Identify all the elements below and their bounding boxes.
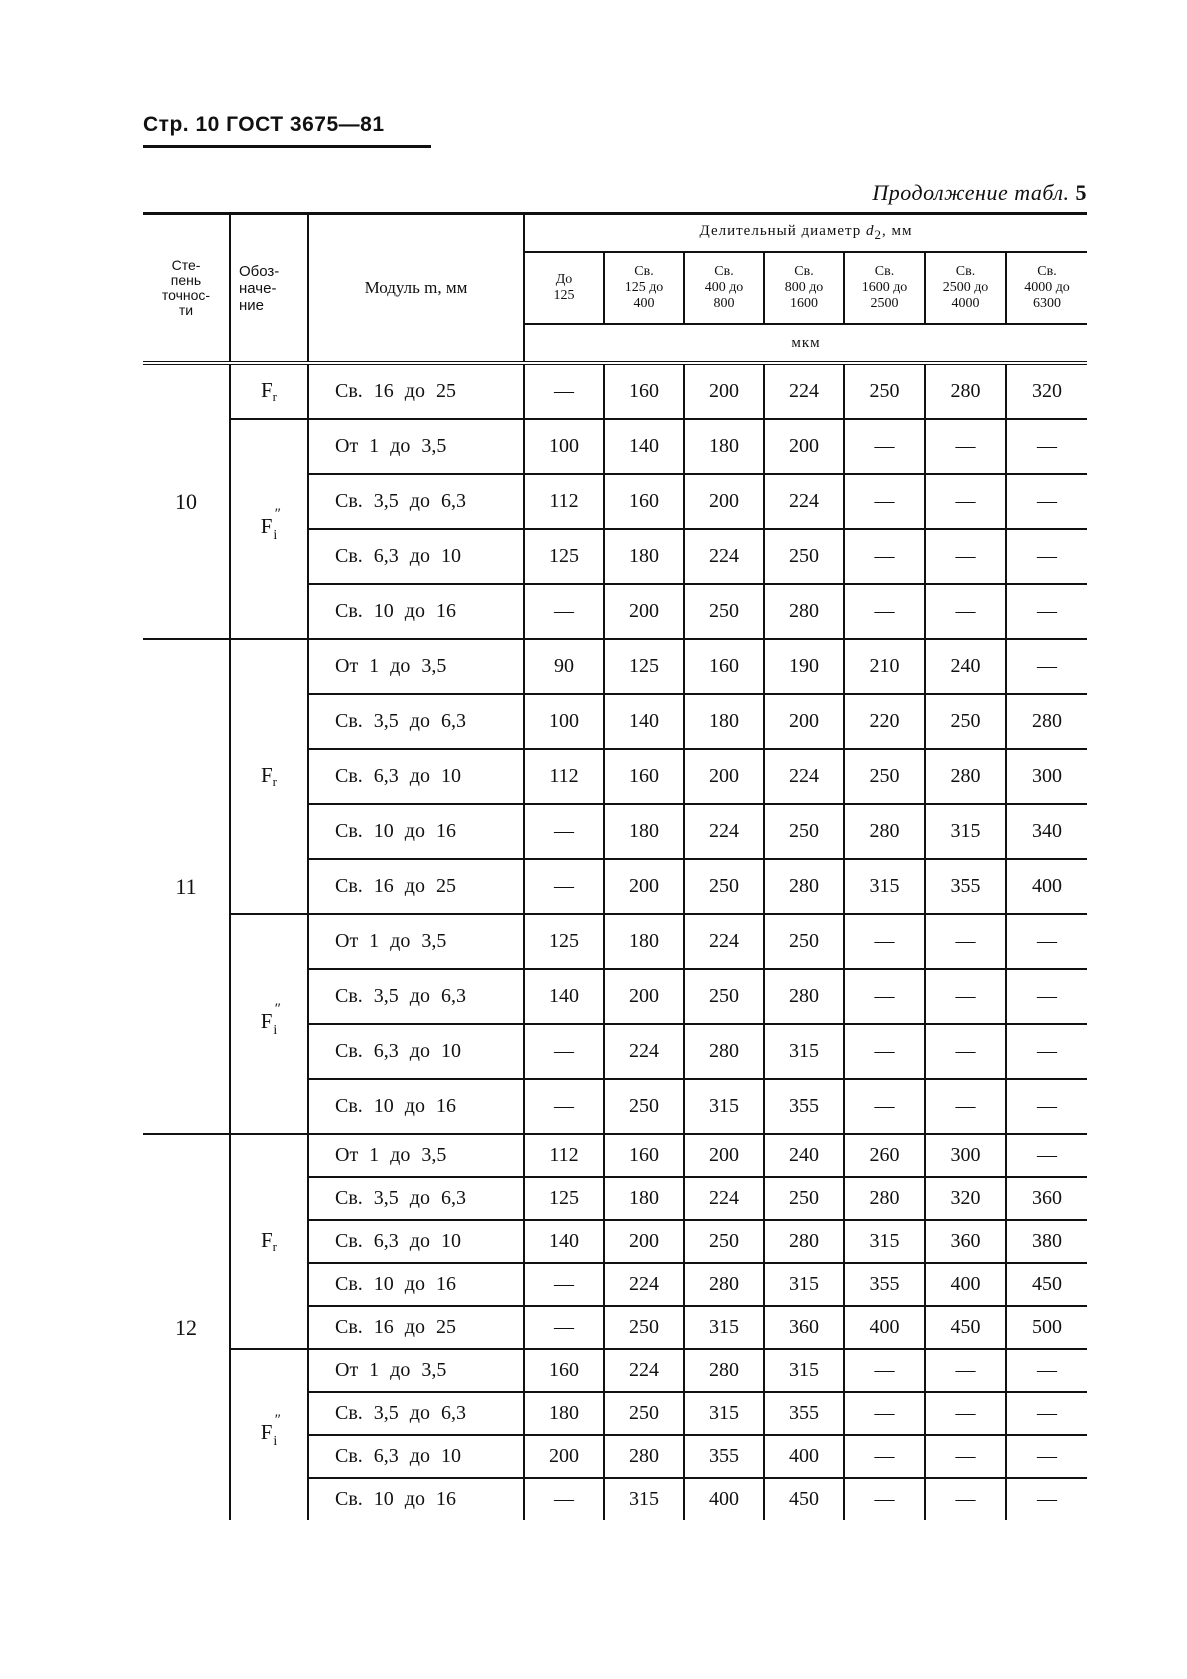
- tolerance-value: 250: [764, 1177, 844, 1220]
- table-body: [143, 363, 1087, 1520]
- tolerance-value: 500: [1006, 1306, 1087, 1349]
- tolerance-value: 250: [684, 1220, 764, 1263]
- tolerance-value: 160: [604, 749, 684, 804]
- caption-text: Продолжение табл.: [872, 180, 1070, 205]
- col-header-step: [143, 214, 230, 364]
- tolerance-value: 280: [925, 749, 1006, 804]
- table-row: [143, 363, 1087, 419]
- tolerance-value: 160: [604, 474, 684, 529]
- tolerance-value: —: [524, 804, 604, 859]
- tolerance-value: 240: [764, 1134, 844, 1177]
- tolerance-value: 224: [684, 1177, 764, 1220]
- standard-code: ГОСТ 3675—81: [226, 113, 385, 136]
- tolerance-value: 125: [604, 639, 684, 694]
- tolerance-value: —: [844, 474, 925, 529]
- tolerance-value: 360: [925, 1220, 1006, 1263]
- tolerance-value: 250: [684, 859, 764, 914]
- tolerance-value: —: [524, 1079, 604, 1134]
- tolerance-value: 250: [604, 1079, 684, 1134]
- diameter-column-header: Св. 2500 до 4000: [925, 252, 1006, 324]
- module-range: От 1 до 3,5: [308, 914, 524, 969]
- tolerance-value: 112: [524, 474, 604, 529]
- tolerance-value: 90: [524, 639, 604, 694]
- module-range: Св. 6,3 до 10: [308, 529, 524, 584]
- tolerance-value: 250: [925, 694, 1006, 749]
- tolerance-value: 360: [764, 1306, 844, 1349]
- tolerance-value: 400: [684, 1478, 764, 1520]
- module-range: Св. 6,3 до 10: [308, 749, 524, 804]
- tolerance-value: 355: [764, 1392, 844, 1435]
- tolerance-value: 300: [1006, 749, 1087, 804]
- tolerance-value: 160: [684, 639, 764, 694]
- tolerance-value: 224: [604, 1024, 684, 1079]
- module-range: От 1 до 3,5: [308, 1134, 524, 1177]
- tolerance-value: 400: [925, 1263, 1006, 1306]
- tolerance-value: 320: [1006, 363, 1087, 419]
- tolerance-value: —: [844, 1349, 925, 1392]
- tolerance-value: 400: [1006, 859, 1087, 914]
- module-range: Св. 3,5 до 6,3: [308, 1392, 524, 1435]
- tolerance-value: 210: [844, 639, 925, 694]
- header-rule: [143, 145, 431, 148]
- diameter-label: Делительный диаметр: [699, 223, 862, 239]
- col-header-diameter: [524, 214, 1087, 253]
- tolerance-value: —: [844, 1435, 925, 1478]
- module-range: Св. 10 до 16: [308, 804, 524, 859]
- tolerance-value: 224: [684, 914, 764, 969]
- tolerance-value: 450: [764, 1478, 844, 1520]
- tolerance-value: 125: [524, 529, 604, 584]
- tolerance-value: 140: [524, 1220, 604, 1263]
- tolerance-value: 200: [604, 1220, 684, 1263]
- tolerance-value: 315: [925, 804, 1006, 859]
- tolerance-value: —: [925, 914, 1006, 969]
- tolerance-value: 100: [524, 419, 604, 474]
- tolerance-value: 355: [844, 1263, 925, 1306]
- accuracy-grade: 11: [143, 639, 230, 1134]
- tolerance-value: 220: [844, 694, 925, 749]
- tolerance-value: 280: [764, 859, 844, 914]
- module-range: От 1 до 3,5: [308, 639, 524, 694]
- tolerance-value: 160: [524, 1349, 604, 1392]
- tolerance-value: 200: [764, 694, 844, 749]
- tolerance-value: 250: [604, 1306, 684, 1349]
- tolerance-value: 180: [684, 419, 764, 474]
- designation-cell: [230, 363, 308, 419]
- tolerance-value: 315: [684, 1306, 764, 1349]
- tolerance-value: —: [1006, 969, 1087, 1024]
- tolerance-value: 180: [604, 1177, 684, 1220]
- tolerance-value: 280: [844, 1177, 925, 1220]
- diameter-column-header: До 125: [524, 252, 604, 324]
- tolerance-value: 355: [925, 859, 1006, 914]
- tolerance-value: —: [524, 1306, 604, 1349]
- tolerance-value: —: [1006, 914, 1087, 969]
- tolerance-value: —: [925, 1478, 1006, 1520]
- tolerance-value: 315: [764, 1349, 844, 1392]
- tolerance-value: 140: [604, 419, 684, 474]
- module-range: Св. 10 до 16: [308, 1263, 524, 1306]
- designation-cell: [230, 1349, 308, 1520]
- tolerance-value: 280: [684, 1349, 764, 1392]
- tolerance-value: —: [925, 1024, 1006, 1079]
- tolerance-value: 340: [1006, 804, 1087, 859]
- module-range: Св. 6,3 до 10: [308, 1435, 524, 1478]
- tolerance-value: 400: [764, 1435, 844, 1478]
- tolerance-value: —: [844, 1478, 925, 1520]
- tolerance-value: 280: [764, 1220, 844, 1263]
- module-range: Св. 3,5 до 6,3: [308, 969, 524, 1024]
- tolerance-value: —: [925, 1392, 1006, 1435]
- module-range: Св. 10 до 16: [308, 1079, 524, 1134]
- table-head: [143, 214, 1087, 364]
- tolerance-value: 224: [684, 804, 764, 859]
- tolerance-value: 224: [604, 1349, 684, 1392]
- tolerance-value: —: [1006, 474, 1087, 529]
- module-range: Св. 3,5 до 6,3: [308, 474, 524, 529]
- table-caption: [872, 180, 1087, 206]
- tolerance-value: —: [524, 1263, 604, 1306]
- tolerance-value: 280: [684, 1263, 764, 1306]
- tolerance-value: —: [925, 584, 1006, 639]
- tolerance-value: 250: [684, 584, 764, 639]
- tolerance-value: 240: [925, 639, 1006, 694]
- table-row: [143, 419, 1087, 474]
- diameter-column-header: Св. 1600 до 2500: [844, 252, 925, 324]
- caption-number: 5: [1075, 180, 1087, 205]
- tolerance-value: —: [925, 529, 1006, 584]
- tolerance-value: 224: [604, 1263, 684, 1306]
- tolerance-value: —: [1006, 1392, 1087, 1435]
- tolerance-value: —: [1006, 584, 1087, 639]
- accuracy-grade: 10: [143, 363, 230, 639]
- tolerance-value: 315: [764, 1024, 844, 1079]
- tolerance-value: —: [1006, 529, 1087, 584]
- tolerance-value: 224: [764, 749, 844, 804]
- tolerance-value: 280: [925, 363, 1006, 419]
- tolerance-value: —: [1006, 1349, 1087, 1392]
- tolerance-value: 100: [524, 694, 604, 749]
- tolerance-value: —: [925, 1079, 1006, 1134]
- module-range: Св. 10 до 16: [308, 1478, 524, 1520]
- tolerance-value: 400: [844, 1306, 925, 1349]
- tolerance-value: 315: [684, 1392, 764, 1435]
- module-range: Св. 3,5 до 6,3: [308, 694, 524, 749]
- tolerance-value: 250: [844, 363, 925, 419]
- table-row: [143, 1134, 1087, 1177]
- tolerance-value: 180: [604, 804, 684, 859]
- tolerance-value: —: [844, 1024, 925, 1079]
- tolerance-value: 250: [684, 969, 764, 1024]
- designation-cell: [230, 1134, 308, 1349]
- table-row: [143, 639, 1087, 694]
- tolerance-value: 160: [604, 1134, 684, 1177]
- tolerance-value: 180: [524, 1392, 604, 1435]
- tolerance-value: 160: [604, 363, 684, 419]
- tolerance-value: 280: [684, 1024, 764, 1079]
- tolerance-value: 315: [684, 1079, 764, 1134]
- designation-cell: [230, 419, 308, 639]
- tolerance-value: —: [844, 584, 925, 639]
- tolerance-value: 140: [604, 694, 684, 749]
- tolerance-value: —: [524, 859, 604, 914]
- tolerance-value: 260: [844, 1134, 925, 1177]
- tolerance-value: —: [844, 1079, 925, 1134]
- symbol-label: $F_r$: [260, 1228, 278, 1254]
- tolerance-value: 315: [844, 1220, 925, 1263]
- tolerance-value: —: [1006, 1079, 1087, 1134]
- unit-header: мкм: [524, 324, 1087, 363]
- tolerance-value: —: [1006, 1024, 1087, 1079]
- tolerance-value: 355: [764, 1079, 844, 1134]
- tolerance-value: 315: [844, 859, 925, 914]
- tolerance-value: 200: [684, 749, 764, 804]
- tolerance-value: 200: [604, 859, 684, 914]
- symbol-label: $F_r$: [260, 763, 278, 789]
- col-header-module: Модуль m, мм: [308, 214, 524, 364]
- tolerance-value: 224: [764, 363, 844, 419]
- diameter-column-header: Св. 400 до 800: [684, 252, 764, 324]
- tolerance-value: 180: [604, 529, 684, 584]
- diameter-column-header: Св. 125 до 400: [604, 252, 684, 324]
- tolerance-value: —: [844, 969, 925, 1024]
- tolerance-value: —: [524, 584, 604, 639]
- tolerance-value: —: [1006, 1134, 1087, 1177]
- tolerance-value: 200: [684, 474, 764, 529]
- tolerance-value: —: [524, 1024, 604, 1079]
- tolerance-value: 280: [1006, 694, 1087, 749]
- tolerance-value: 224: [764, 474, 844, 529]
- tolerance-value: 315: [764, 1263, 844, 1306]
- diameter-subscript: 2: [874, 227, 882, 242]
- module-range: Св. 10 до 16: [308, 584, 524, 639]
- tolerance-value: 360: [1006, 1177, 1087, 1220]
- tolerance-value: 450: [925, 1306, 1006, 1349]
- tolerance-value: 380: [1006, 1220, 1087, 1263]
- table-row: [143, 1349, 1087, 1392]
- tolerance-value: —: [925, 969, 1006, 1024]
- designation-cell: [230, 914, 308, 1134]
- tolerance-value: —: [844, 529, 925, 584]
- symbol-label: F ″ $_i$: [260, 1001, 281, 1038]
- tolerance-value: —: [844, 419, 925, 474]
- tolerance-value: —: [1006, 639, 1087, 694]
- col-header-designation: [230, 214, 308, 364]
- tolerance-value: —: [1006, 1435, 1087, 1478]
- tolerance-value: 250: [844, 749, 925, 804]
- table-row: [143, 914, 1087, 969]
- tolerance-value: 200: [604, 584, 684, 639]
- tolerance-value: 112: [524, 749, 604, 804]
- tolerance-value: —: [524, 363, 604, 419]
- module-range: От 1 до 3,5: [308, 1349, 524, 1392]
- tolerance-value: 140: [524, 969, 604, 1024]
- tolerance-value: 280: [844, 804, 925, 859]
- tolerance-value: 450: [1006, 1263, 1087, 1306]
- tolerance-value: 200: [684, 1134, 764, 1177]
- tolerance-value: 250: [764, 914, 844, 969]
- tolerance-value: 300: [925, 1134, 1006, 1177]
- accuracy-grade: 12: [143, 1134, 230, 1520]
- tolerance-value: —: [1037, 1488, 1057, 1510]
- diameter-column-header: Св. 800 до 1600: [764, 252, 844, 324]
- tolerance-value: 180: [684, 694, 764, 749]
- col-header-designation-label: Обоз- наче- ние: [239, 262, 280, 314]
- module-range: Св. 6,3 до 10: [308, 1220, 524, 1263]
- tolerance-value: 355: [684, 1435, 764, 1478]
- module-range: Св. 3,5 до 6,3: [308, 1177, 524, 1220]
- tolerance-value: 190: [764, 639, 844, 694]
- diameter-unit: , мм: [882, 223, 913, 239]
- page-number: Стр. 10: [143, 113, 220, 136]
- tolerance-value: —: [925, 474, 1006, 529]
- module-range: Св. 16 до 25: [308, 363, 524, 419]
- tolerance-value: —: [844, 914, 925, 969]
- module-range: От 1 до 3,5: [308, 419, 524, 474]
- tolerance-value: 250: [764, 529, 844, 584]
- tolerance-value: 280: [764, 969, 844, 1024]
- tolerance-value: 112: [524, 1134, 604, 1177]
- tolerance-value: —: [524, 1478, 604, 1520]
- tolerance-value: 125: [524, 1177, 604, 1220]
- diameter-symbol: d: [866, 223, 875, 239]
- tolerance-value: 224: [684, 529, 764, 584]
- tolerance-value: 250: [764, 804, 844, 859]
- symbol-label: F ″ $_i$: [260, 1412, 281, 1449]
- module-range: Св. 6,3 до 10: [308, 1024, 524, 1079]
- tolerance-value: 125: [524, 914, 604, 969]
- tolerance-value: 280: [764, 584, 844, 639]
- tolerance-value: —: [925, 1349, 1006, 1392]
- module-range: Св. 16 до 25: [308, 1306, 524, 1349]
- tolerance-value: —: [925, 419, 1006, 474]
- tolerance-value: 180: [604, 914, 684, 969]
- module-range: Св. 16 до 25: [308, 859, 524, 914]
- tolerance-value: 200: [764, 419, 844, 474]
- symbol-label: $F_r$: [260, 378, 278, 404]
- tolerance-value: —: [844, 1392, 925, 1435]
- page-header: [143, 113, 385, 137]
- diameter-column-header: Св. 4000 до 6300: [1024, 264, 1070, 311]
- tolerance-value: —: [1006, 419, 1087, 474]
- tolerance-value: 250: [604, 1392, 684, 1435]
- col-header-step-label: Сте- пень точнос- ти: [161, 257, 211, 318]
- symbol-label: F ″ $_i$: [260, 506, 281, 543]
- tolerance-value: 315: [604, 1478, 684, 1520]
- tolerance-value: 200: [684, 363, 764, 419]
- tolerance-value: 280: [604, 1435, 684, 1478]
- tolerance-value: 200: [524, 1435, 604, 1478]
- tolerance-value: 200: [604, 969, 684, 1024]
- tolerance-value: 320: [925, 1177, 1006, 1220]
- tolerance-value: —: [925, 1435, 1006, 1478]
- designation-cell: [230, 639, 308, 914]
- tolerance-table: [143, 212, 1087, 1520]
